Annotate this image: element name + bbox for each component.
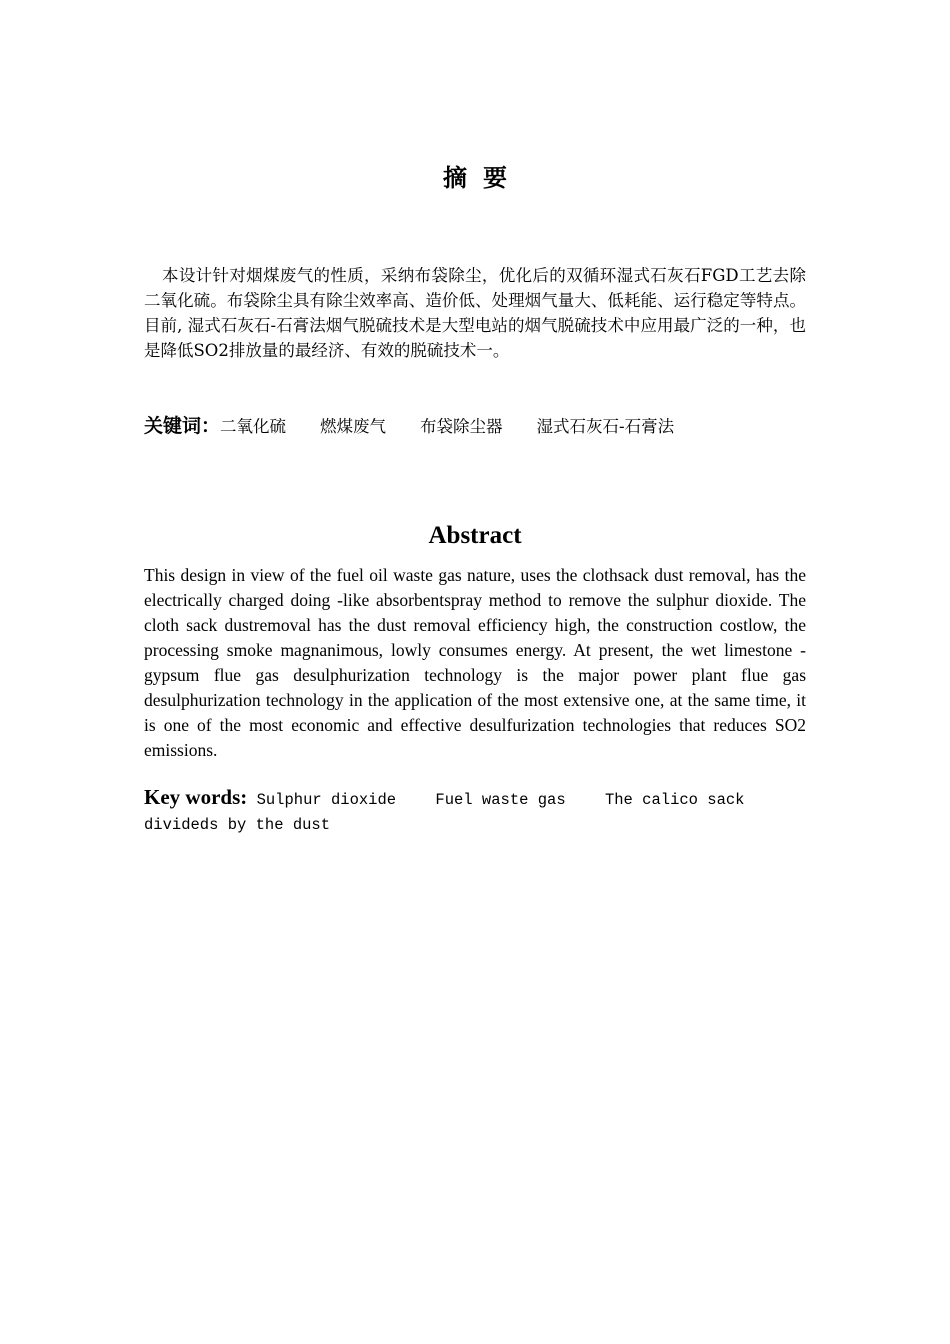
chinese-keywords xyxy=(144,412,844,441)
english-abstract-body: This design in view of the fuel oil waste gas nature, uses the clothsack dust removal, has the electrically charged doing -like absorbentspray method to remove the sulphur dioxide. The cloth sack dustremoval has the dust removal efficiency high, the construction costlow, the processing smoke magnanimous, lowly consumes energy. At present, the wet limestone - gypsum flue gas desulphurization technology is the major power plant flue gas desulphurization technology in the application of the most extensive one, at the same time, it is one of the most economic and effective desulfurization technologies that reduces SO2 emissions. xyxy=(144,565,806,760)
english-keywords xyxy=(144,785,806,838)
chinese-keyword: 二氧化硫 xyxy=(220,417,287,436)
chinese-keyword: 燃煤废气 xyxy=(320,417,387,436)
chinese-keyword: 湿式石灰石-石膏法 xyxy=(536,417,675,436)
english-keyword: The calico sack divideds by the dust xyxy=(144,791,745,834)
english-keyword: Fuel waste gas xyxy=(435,791,566,809)
chinese-keyword: 布袋除尘器 xyxy=(420,417,503,436)
english-keyword: Sulphur dioxide xyxy=(256,791,397,809)
english-keywords-label: Key words: xyxy=(144,785,248,809)
chinese-keywords-label: 关键词： xyxy=(144,415,221,437)
english-abstract-title: Abstract xyxy=(428,522,522,549)
chinese-abstract-title: 摘要 xyxy=(443,164,523,192)
chinese-abstract-body: 本设计针对烟煤废气的性质，采纳布袋除尘，优化后的双循环湿式石灰石FGD工艺去除二氧化硫。布袋除尘具有除尘效率高、造价低、处理烟气量大、低耗能、运行稳定等特点。目前, 湿式石灰石-石膏法烟气脱硫技术是大型电站的烟气脱硫技术中应用最广泛的一种，也是降低SO2排放量的最经济、有效的脱硫技术一。 xyxy=(144,266,806,360)
